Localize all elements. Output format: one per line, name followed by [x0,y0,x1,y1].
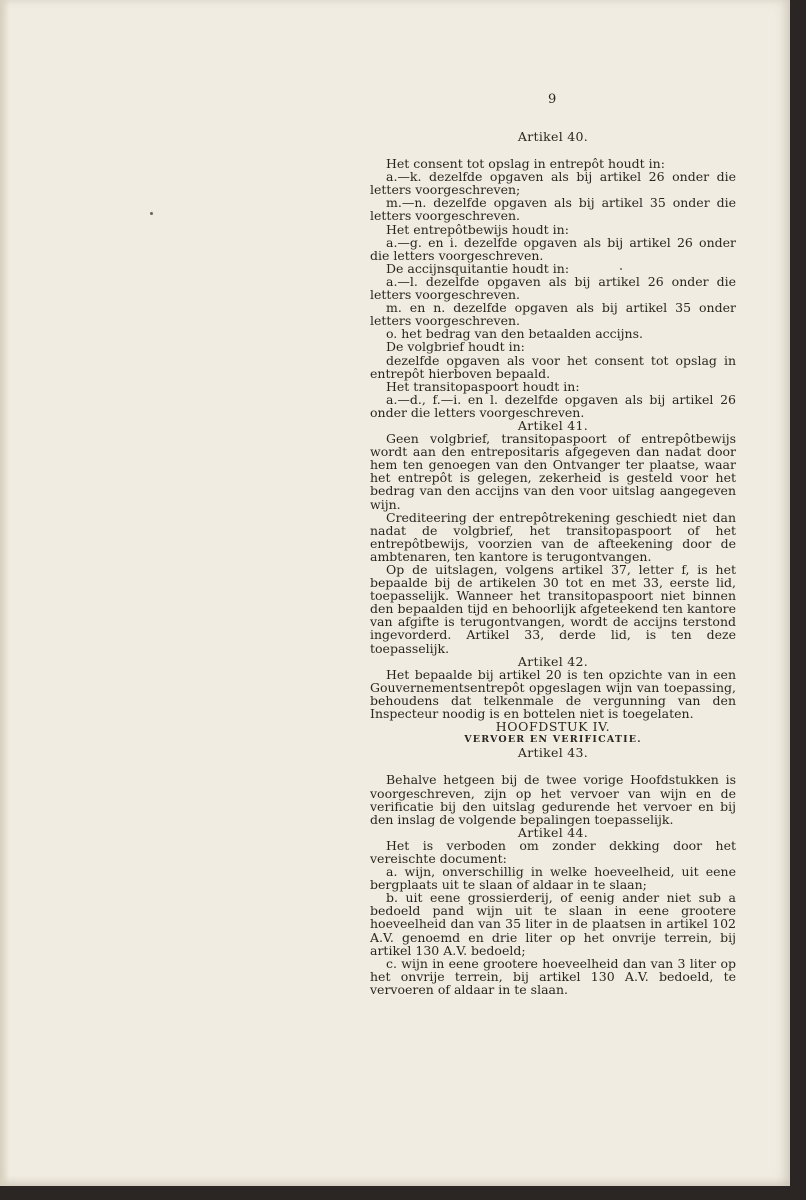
article-42-paragraph: Het bepaalde bij artikel 20 is ten opzichte van in een Gouvernementsentrepôt opgeslagen wijn van toepassing, behoudens dat telkenmale de vergunning van den Inspecteur noodig is en bottelen niet is toegelaten. [370,666,736,722]
article-40-paragraph: a.—k. dezelfde opgaven als bij artikel 26 onder die letters voorgeschreven; [370,169,736,198]
article-40-paragraph: a.—d., f.—i. en l. dezelfde opgaven als bij artikel 26 onder die letters voorgeschreven. [370,391,736,420]
article-44-paragraph: c. wijn in eene grootere hoeveelheid dan van 3 liter op het onvrije terrein, bij artikel 130 A.V. bedoeld, te vervoeren of aldaar in te slaan. [370,955,736,997]
article-40-paragraph: De accijnsquitantie houdt in: [386,260,570,276]
article-43-paragraph: Behalve hetgeen bij de twee vorige Hoofdstukken is voorgeschreven, zijn op het vervoer van wijn en de verificatie bij den uitslag gedurende het vervoer en bij den inslag de volgende bepalingen toepasselijk. [370,772,736,827]
article-40-paragraph: a.—g. en i. dezelfde opgaven als bij artikel 26 onder die letters voorgeschreven. [370,234,736,263]
page-speck [150,212,153,215]
binding-edge [0,0,10,1186]
article-40-paragraph: dezelfde opgaven als voor het consent tot opslag in entrepôt hierboven bepaald. [370,352,736,381]
article-40-heading: Artikel 40. [517,129,589,144]
article-44-paragraph: a. wijn, onverschillig in welke hoeveelheid, uit eene bergplaats uit te slaan of aldaar in te slaan; [370,864,736,893]
article-44-paragraph: Het is verboden om zonder dekking door het vereischte document: [370,837,736,866]
article-40-paragraph: Het consent tot opslag in entrepôt houdt in: [386,156,665,172]
article-43-heading: Artikel 43. [517,745,589,761]
article-41-paragraph: Crediteering der entrepôtrekening geschiedt niet dan nadat de volgbrief, het transitopaspoort of het entrepôtbewijs, voorzien van de afteekening door de ambtenaren, ten kantore is terugontvangen. [370,509,736,564]
article-40-paragraph: Het entrepôtbewijs houdt in: [386,221,569,237]
text-column [370,130,736,996]
article-40-paragraph: Het transitopaspoort houdt in: [386,378,580,394]
article-44-paragraph: b. uit eene grossierderij, of eenig ander niet sub a bedoeld pand wijn uit te slaan in eene grootere hoeveelheid dan van 35 liter in de plaatsen in artikel 102 A.V. genoemd en drie liter op het onvrije terrein, bij artikel 130 A.V. bedoeld; [370,890,736,958]
chapter-title: HOOFDSTUK IV. [495,719,611,735]
article-42-heading: Artikel 42. [517,653,589,669]
article-40-paragraph: o. het bedrag van den betaalden accijns. [386,326,643,342]
article-41-paragraph: Geen volgbrief, transitopaspoort of entrepôtbewijs wordt aan den entrepositaris afgegeven dan nadat door hem ten genoegen van den Ontvanger ter plaatse, waar het entrepôt is gelegen, zekerheid is gesteld voor het bedrag van den accijns van den voor uitslag aangegeven wijn. [370,431,736,512]
article-40-paragraph: m.—n. dezelfde opgaven als bij artikel 35 onder die letters voorgeschreven. [370,195,736,224]
article-40-paragraph: m. en n. dezelfde opgaven als bij artikel 35 onder letters voorgeschreven. [370,300,736,329]
chapter-subtitle: VERVOER EN VERIFICATIE. [464,734,642,746]
article-40-paragraph: De volgbrief houdt in: [386,339,525,355]
article-40-paragraph: a.—l. dezelfde opgaven als bij artikel 26 onder die letters voorgeschreven. [370,273,736,303]
article-44-heading: Artikel 44. [517,824,589,840]
page-number: 9 [548,92,557,107]
article-41-paragraph: Op de uitslagen, volgens artikel 37, letter f, is het bepaalde bij de artikelen 30 tot en met 33, eerste lid, toepasselijk. Wanneer het transitopaspoort niet binnen den bepaalden tijd en behoorlijk afgeteekend ten kantore van afgifte is terugontvangen, wordt de accijns terstond ingevorderd. Artikel 33, derde lid, is ten deze toepasselijk. [370,562,736,656]
article-41-heading: Artikel 41. [517,417,589,433]
